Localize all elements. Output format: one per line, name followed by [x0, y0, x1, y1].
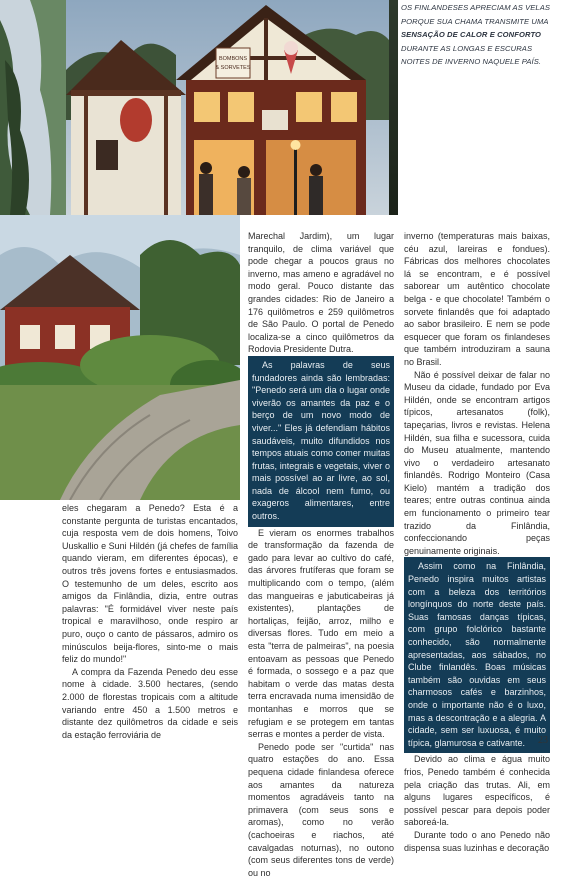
paragraph: Durante todo o ano Penedo não dispensa suas luzinhas e decoração [404, 829, 550, 853]
paragraph: Marechal Jardim), um lugar tranquilo, de clima variável que pode chegar a poucos graus no inverno, mas ameno e agradável no modo geral. Pouco distante das grandes cidades: Rio de Janeiro a 176 quilômetros e 259 quilômetros de São Paulo. O portal de Penedo localiza-se a cinco quilômetros da Rodovia Presidente Dutra. [248, 231, 394, 355]
paragraph: Não é possível deixar de falar no Museu da cidade, fundado por Eva Hildén, onde se encontram artigos típicos, artesanatos (folk), tapeçarias, livros e revistas. Helena Hildén, sua filha e sucessora, cuida do Museu atualmente, mantendo vivo o verdadeiro artesanato finlandês. Rodrigo Monteiro (Casa Kielo) mantém a tradição dos teares; entre outras continua ainda em funcionamento o primeiro tear trazido da Finlândia, confeccionando peças genuinamente originais. [404, 369, 550, 556]
photo-cottage-path [0, 215, 240, 500]
highlight-paragraph: As palavras de seus fundadores ainda são lembradas: "Penedo será um dia o lugar onde viverão os amantes da paz e o berço de um novo modo de viver..." Eles já defendiam hábitos saudáveis, muito difundidos nos tempos atuais como comer muitas frutas, integrais e vegetais, viver o mais possível ao ar livre, ao sol, nada de álcool nem fumo, ou exageros alimentares, entre outros. [248, 356, 394, 527]
article-column-2 [248, 230, 394, 879]
photo-chocolate-shop [66, 0, 389, 215]
pull-quote-emphasis: SENSAÇÃO DE CALOR E CONFORTO [401, 30, 542, 40]
photo-forest-left [0, 0, 66, 215]
paragraph: A compra da Fazenda Penedo deu esse nome à cidade. 3.500 hectares, (sendo 2.000 de florestas tropicais com a altitude variando entre 450 a 1.500 metros e distante dez quilômetros da cidade e seis da estação ferroviária de [62, 666, 238, 740]
paragraph: Penedo pode ser "curtida" nas quatro estações do ano. Essa pequena cidade finlandesa oferece aos amantes da natureza momentos agradáveis tanto na primavera (com seus sons e aromas), como no verão (cachoeiras e riachos, até cavalgadas noturnas), no outono (com seus diferentes tons de verde) ou no [248, 741, 394, 878]
shop-sign-text-2: & SORVETES [215, 65, 251, 71]
article-column-3 [404, 230, 550, 854]
photo-edge-strip [389, 0, 398, 215]
shop-sign-text-1: BOMBONS [218, 56, 248, 62]
paragraph: inverno (temperaturas mais baixas, céu azul, lareiras e fondues). Fábricas dos melhores chocolates lá se encontram, e é possível saborear um autêntico chocolate belga - e que chocolate! Também o sorvete finlandês que foi adaptado ao sabor brasileiro. E nem se pode esquecer que foram os finlandeses que também introduziram a sauna no Brasil. [404, 231, 550, 367]
paragraph: Devido ao clima e água muito frios, Penedo também é conhecida pela criação das trutas. Ali, em alguns lugares específicos, é possível pescar para depois poder saboreá-la. [404, 754, 550, 828]
article-column-1 [62, 502, 238, 741]
pull-quote-text-start: OS FINLANDESES APRECIAM AS VELAS PORQUE SUA CHAMA TRANSMITE UMA [401, 3, 551, 26]
pull-quote [401, 1, 551, 69]
page-number: 23 [538, 735, 548, 746]
paragraph: E vieram os enormes trabalhos de transformação da fazenda de gado para levar ao cultivo do café, das árvores frutíferas que foram se multiplicando com o tempo, (além das mangueiras e jabuticabeiras já existentes), plantações de hortaliças, feijão, arroz, milho e diversas flores. Tudo em meio a esta "terra de palmeiras", na poesia entoavam as pessoas que Penedo é formada, o sossego e a paz que habitam o verde das matas desta terra encravada numa imensidão de montanhas e morros que se refugiam e se protegem em tantas serras e montes a perder de vista. [248, 527, 394, 740]
pull-quote-text-end: DURANTE AS LONGAS E ESCURAS NOITES DE INVERNO NAQUELE PAÍS. [401, 43, 542, 67]
highlight-paragraph: Assim como na Finlândia, Penedo inspira muitos artistas com a beleza dos territórios longínquos do norte deste país. Suas famosas danças típicas, com grupo folclórico bastante conhecido, são normalmente apresentadas, aos sábados, no Clube finlandês. Boas músicas também são ouvidas em seus charmosos cafés e barzinhos, onde o importante não é o luxo, mas a descontração e a alegria. A cidade, sem ser luxuosa, é muito típica, glamurosa e cativante. [404, 557, 550, 753]
paragraph: eles chegaram a Penedo? Esta é a constante pergunta de turistas encantados, cuja resposta vem de dois homens, Toivo Uuskallio e Suni Hildén (já chefes de família quando vieram, em diferentes épocas), e outros três jovens fortes e entusiasmados. O testemunho de um deles, escrito aos amigos da Finlândia, dizia, entre outras palavras: "É formidável viver neste país tropical e maravilhoso, onde respiro ar puro, ouço o canto de pássaros, admiro os minúsculos beija-flores, sinto-me o mais feliz do mundo!" [62, 503, 238, 665]
